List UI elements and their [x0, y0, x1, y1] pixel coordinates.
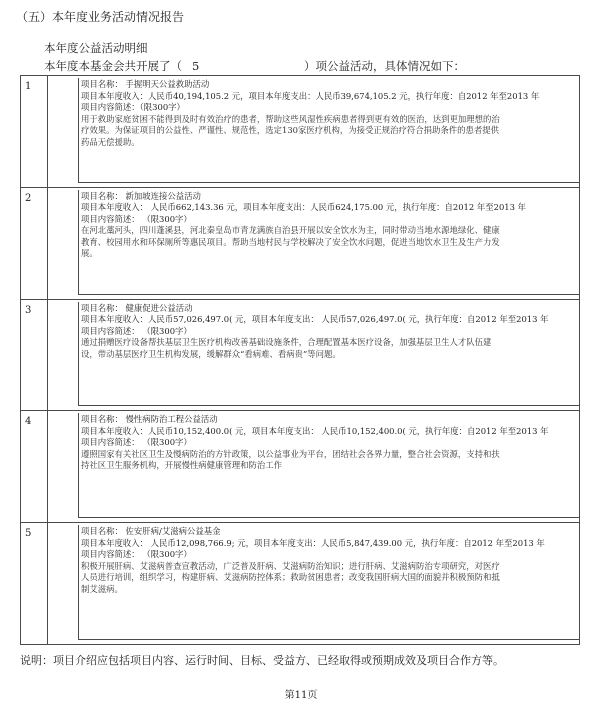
project-row [21, 411, 579, 523]
project-name: 项目名称： 健康促进公益活动 [81, 302, 193, 313]
project-desc-line: 人员进行培训，组织学习，构建肝病、艾滋病防控体系；救助贫困患者；改变我国肝病大国的面貌并积极预防和抵 [81, 572, 500, 583]
project-desc-line: 通过捐赠医疗设备帮扶基层卫生医疗机构改善基础设施条件，合理配置基本医疗设备，加强基层卫生人才队伍建 [81, 337, 492, 348]
project-desc-line: 疗效果。为保证项目的公益性、严谨性、规范性，选定130家医疗机构，为接受正规治疗符合捐助条件的患者提供 [81, 125, 499, 135]
project-desc-line: 展。 [81, 248, 98, 259]
project-desc-label: 项目内容简述：（限300字） [81, 102, 185, 112]
project-desc-line: 用于救助家庭贫困不能得到及时有效治疗的患者，帮助这些风湿性疾病患者得到更有效的医治，达到更加理想的治 [81, 113, 500, 124]
project-name: 项目名称： 手握明天公益救助活动 [81, 79, 210, 89]
project-name: 项目名称： 慢性病防治工程公益活动 [81, 414, 218, 425]
project-income-expense: 项目本年度收入：人民币57,026,497.0( 元，项目本年度支出： 人民币57,026,497.0( 元，执行年度：自2012 年至2013 年 [81, 314, 549, 325]
project-desc-line: 药品无偿援助。 [81, 136, 140, 147]
project-desc-line: 在河北藁河头，四川蓬溪县，河北秦皇岛市青龙满族自治县开展以安全饮水为主，同时带动当地水源地绿化、健康 [81, 225, 500, 236]
project-desc-line: 制艾滋病。 [81, 583, 123, 594]
project-row [21, 188, 579, 300]
activity-count: 5 [192, 59, 200, 73]
project-name: 项目名称： 新加坡连接公益活动 [81, 190, 201, 201]
project-number: 5 [21, 523, 48, 644]
project-details [48, 523, 579, 644]
activity-count-summary [44, 58, 465, 74]
projects-table [20, 75, 580, 645]
project-details [48, 76, 579, 187]
project-desc-line: 教育、校园用水和环保厕所等惠民项目。帮助当地村民与学校解决了安全饮水问题，促进当地饮水卫生及生产力发 [81, 236, 500, 247]
project-number: 2 [21, 188, 48, 299]
project-desc-label: 项目内容简述： （限300字） [81, 549, 192, 560]
project-name: 项目名称： 佐安肝病/艾滋病公益基金 [81, 526, 221, 537]
activity-detail-subtitle: 本年度公益活动明细 [44, 41, 148, 55]
project-desc-line: 设，带动基层医疗卫生机构发展，缓解群众“看病难、看病贵”等问题。 [81, 348, 341, 359]
project-desc-line: 积极开展肝病、艾滋病普查宣教活动，广泛普及肝病、艾滋病防治知识；进行肝病、艾滋病防治专项研究，对医疗 [81, 560, 500, 571]
project-desc-line: 持社区卫生服务机构，开展慢性病健康管理和防治工作 [81, 460, 282, 471]
project-desc-label: 项目内容简述： （限300字） [81, 213, 192, 224]
section-title: （五）本年度业务活动情况报告 [16, 10, 185, 24]
project-desc-label: 项目内容简述： （限300字） [81, 437, 192, 448]
project-income-expense: 项目本年度收入：人民币10,152,400.0( 元，项目本年度支出： 人民币10,152,400.0( 元，执行年度：自2012 年至2013 年 [81, 425, 549, 436]
summary-suffix: ）项公益活动，具体情况如下： [304, 59, 465, 73]
project-number: 3 [21, 300, 48, 411]
project-details [48, 411, 579, 522]
page-number: 第11页 [284, 690, 318, 701]
project-row [21, 76, 579, 188]
project-row [21, 523, 579, 644]
project-income-expense: 项目本年度收入：人民币40,194,105.2 元，项目本年度支出：人民币39,674,105.2 元，执行年度：自2012 年至2013 年 [81, 90, 540, 101]
project-income-expense: 项目本年度收入： 人民币662,143.36 元，项目本年度支出：人民币624,175.00 元，执行年度：自2012 年至2013 年 [81, 202, 526, 213]
project-income-expense: 项目本年度收入： 人民币12,098,766.9; 元，项目本年度支出：人民币5,847,439.00 元，执行年度：自2012 年至2013 年 [81, 537, 545, 548]
project-details [48, 188, 579, 299]
project-desc-label: 项目内容简述： （限300字） [81, 325, 192, 336]
project-number: 1 [21, 76, 48, 187]
project-row [21, 300, 579, 412]
project-details [48, 300, 579, 411]
project-desc-line: 遵照国家有关社区卫生及慢病防治的方针政策，以公益事业为平台，团结社会各界力量，整合社会资源，支持和扶 [81, 448, 500, 459]
footnote: 说明：项目介绍应包括项目内容、运行时间、目标、受益方、已经取得或预期成效及项目合作方等。 [20, 654, 504, 667]
project-number: 4 [21, 411, 48, 522]
summary-prefix: 本年度本基金会共开展了（ [44, 59, 182, 73]
